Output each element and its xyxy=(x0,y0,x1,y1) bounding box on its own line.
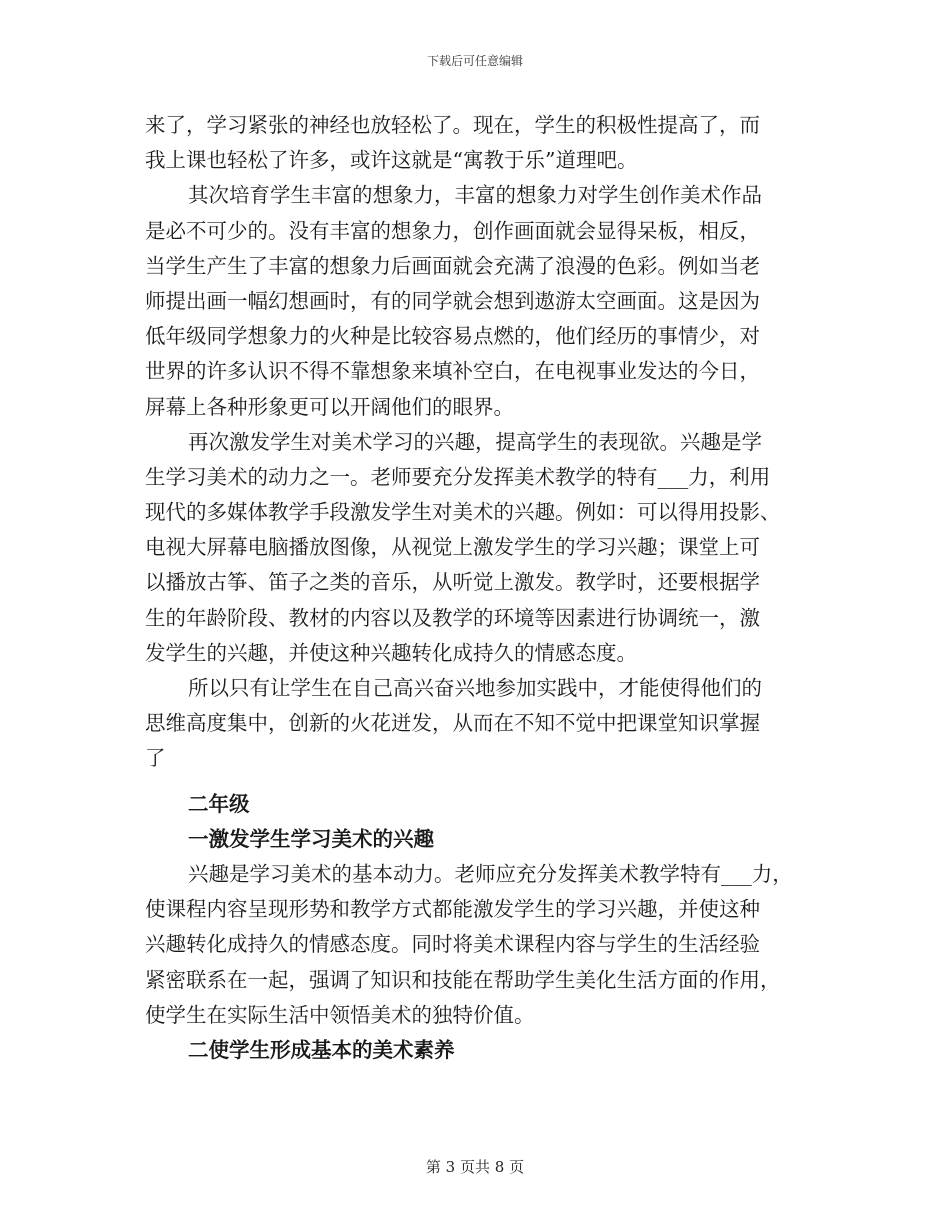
paragraph-first-line: 其次培育学生丰富的想象力，丰富的想象力对学生创作美术作品 xyxy=(188,183,762,208)
page-header: 下载后可任意编辑 xyxy=(426,54,523,68)
document-body xyxy=(145,108,835,1068)
body-line: 了 xyxy=(145,746,166,771)
subsection-heading: 一激发学生学习美术的兴趣 xyxy=(188,826,434,851)
subsection-heading: 二使学生形成基本的美术素养 xyxy=(188,1037,455,1062)
body-line: 生的年龄阶段、教材的内容以及教学的环境等因素进行协调统一，激 xyxy=(145,605,760,630)
paragraph-first-line: 再次激发学生对美术学习的兴趣，提高学生的表现欲。兴趣是学 xyxy=(188,429,762,454)
body-line: 屏幕上各种形象更可以开阔他们的眼界。 xyxy=(145,394,514,419)
body-line: 使课程内容呈现形势和教学方式都能激发学生的学习兴趣，并使这种 xyxy=(145,897,760,922)
body-line: 世界的许多认识不得不靠想象来填补空白，在电视事业发达的今日， xyxy=(145,359,760,384)
body-line: 生学习美术的动力之一。老师要充分发挥美术教学的特有___力，利用 xyxy=(145,464,771,489)
body-line: 电视大屏幕电脑播放图像，从视觉上激发学生的学习兴趣；课堂上可 xyxy=(145,535,760,560)
body-line: 来了，学习紧张的神经也放轻松了。现在，学生的积极性提高了，而 xyxy=(145,113,760,137)
body-line: 以播放古筝、笛子之类的音乐，从听觉上激发。教学时，还要根据学 xyxy=(145,570,760,595)
paragraph-first-line: 所以只有让学生在自己高兴奋兴地参加实践中，才能使得他们的 xyxy=(188,676,762,700)
body-line: 师提出画一幅幻想画时，有的同学就会想到遨游太空画面。这是因为 xyxy=(145,288,760,313)
body-line: 发学生的兴趣，并使这种兴趣转化成持久的情感态度。 xyxy=(145,640,637,665)
section-heading-grade: 二年级 xyxy=(188,791,250,816)
body-line: 当学生产生了丰富的想象力后画面就会充满了浪漫的色彩。例如当老 xyxy=(145,253,760,278)
body-line: 现代的多媒体教学手段激发学生对美术的兴趣。例如：可以得用投影、 xyxy=(145,500,781,525)
page-number-footer: 第 3 页共 8 页 xyxy=(425,1158,525,1176)
body-line: 兴趣转化成持久的情感态度。同时将美术课程内容与学生的生活经验 xyxy=(145,932,760,957)
body-line: 思维高度集中，创新的火花迸发，从而在不知不觉中把课堂知识掌握 xyxy=(145,711,760,736)
body-line: 低年级同学想象力的火种是比较容易点燃的，他们经历的事情少，对 xyxy=(145,324,760,349)
body-line: 紧密联系在一起，强调了知识和技能在帮助学生美化生活方面的作用， xyxy=(145,967,781,992)
body-line: 我上课也轻松了许多，或许这就是“寓教于乐”道理吧。 xyxy=(145,148,638,173)
body-line: 使学生在实际生活中领悟美术的独特价值。 xyxy=(145,1002,535,1027)
paragraph-first-line: 兴趣是学习美术的基本动力。老师应充分发挥美术教学特有___力， xyxy=(188,861,793,886)
body-line: 是必不可少的。没有丰富的想象力，创作画面就会显得呆板，相反， xyxy=(145,218,760,243)
